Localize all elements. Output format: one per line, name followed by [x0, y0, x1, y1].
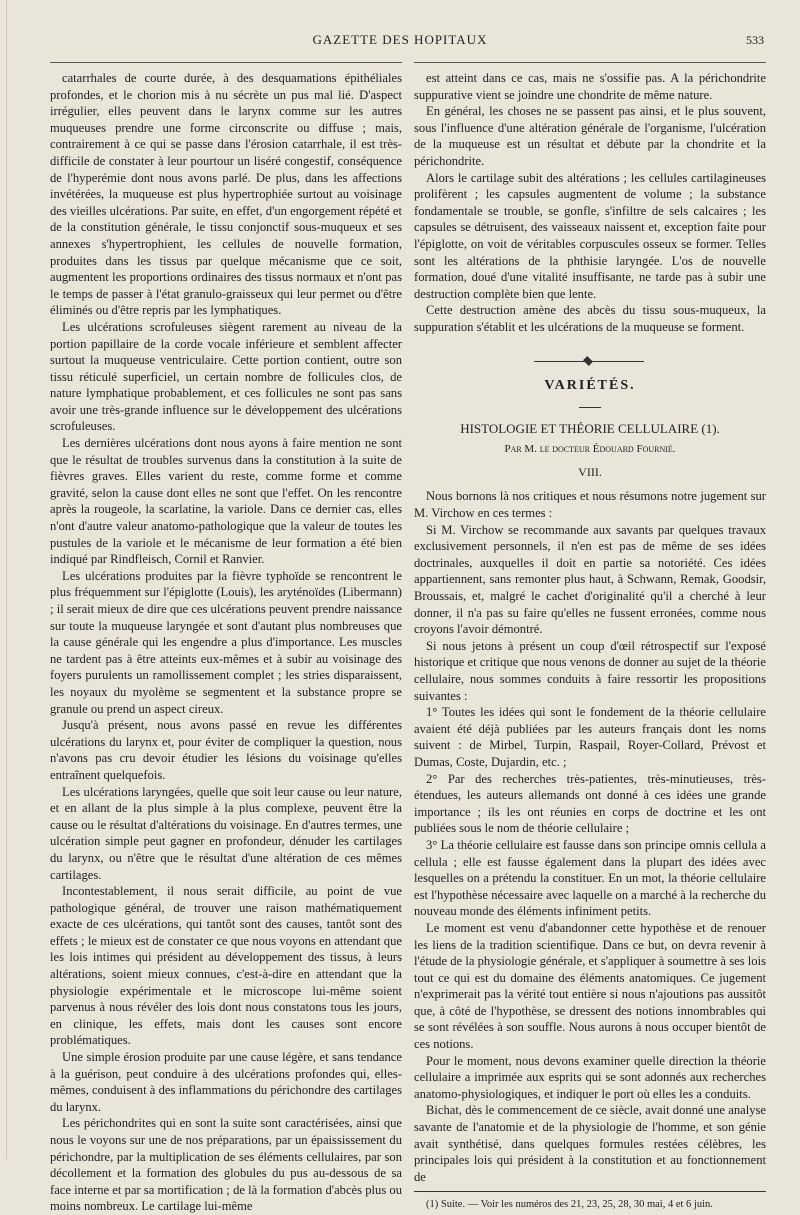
- right-header-rule: [414, 62, 766, 63]
- page-header: [0, 30, 800, 50]
- paragraph: Cette destruction amène des abcès du tissu sous-muqueux, la suppuration s'établit et les ulcérations de la muqueuse se forment.: [414, 303, 766, 334]
- paragraph: Les ulcérations laryngées, quelle que soit leur cause ou leur nature, et en allant de la plus simple à la plus complexe, peuvent être la cause ou le résultat d'altérations du voisinage. En d'autres termes, une ulcération simple peut gagner en profondeur, dénuder les cartilages du larynx, ou n'être que le résultat d'une altération de ces mêmes cartilages.: [50, 784, 402, 882]
- paragraph: Bichat, dès le commencement de ce siècle, avait donné une analyse savante de l'anatomie et de la physiologie de l'homme, et son génie avait synthétisé, dans quelques formules restées célèbres, les principales lois qui président à la constitution et au fonctionnement de: [414, 1103, 766, 1184]
- paragraph: Si nous jetons à présent un coup d'œil rétrospectif sur l'exposé historique et critique que nous venons de donner au sujet de la théorie cellulaire, nous sommes conduits à faire ressortir les propositions suivantes :: [414, 638, 766, 703]
- paragraph: Les ulcérations scrofuleuses siègent rarement au niveau de la portion papillaire de la corde vocale inférieure et semblent affecter surtout la muqueuse ventriculaire. Cette portion contient, outre son tissu réticulé superficiel, un certain nombre de follicules clos, de nature lymphatique probablement, et ces follicules ne sont pas sans avoir une très-grande influence sur le développement des ulcérations scrofuleuses.: [50, 319, 402, 434]
- paragraph: Jusqu'à présent, nous avons passé en revue les différentes ulcérations du larynx et, pour éviter de compliquer la question, nous n'avons pas cru devoir étudier les lésions du voisinage qu'elles entraînent quelquefois.: [50, 718, 402, 782]
- paragraph: catarrhales de courte durée, à des desquamations épithéliales profondes, et le chorion mis à nu sécrète un pus mal lié. D'aspect irrégulier, elles peuvent dans le larynx comme sur les autres muqueuses prendre une forme circonscrite ou diffuse ; mais, contrairement à ce qui se passe dans l'érosion catarrhale, il est très-difficile de constater à leur pourtour un liséré congestif, conséquence de l'hyperémie dont nous avons parlé. De plus, dans les affections invétérées, la muqueuse est plus hypertrophiée surtout au voisinage des vieilles ulcérations. Par suite, en effet, d'un engorgement répété et de la constitution générale, le tissu conjonctif sous-muqueux et ses annexes s'hypertrophient, les cellules de nouvelle formation, produites dans les tissus par quelque mécanisme que ce soit, augmentent les proportions ordinaires des tissus normaux et n'ont pas le temps de passer à l'état granulo-graisseux qui leur permet ou d'être éliminés ou d'être repris par les lymphatiques.: [50, 71, 402, 318]
- section-divider-ornament: [414, 358, 766, 366]
- footnote: (1) Suite. — Voir les numéros des 21, 23, 25, 28, 30 mai, 4 et 6 juin.: [426, 1199, 713, 1211]
- paragraph: Nous bornons là nos critiques et nous résumons notre jugement sur M. Virchow en ces termes :: [414, 489, 766, 521]
- diamond-ornament-icon: [583, 356, 593, 366]
- article-part-number: VIII.: [578, 464, 602, 479]
- paragraph: Les dernières ulcérations dont nous ayons à faire mention ne sont que le résultat de troubles survenus dans la constitution à la suite de fièvres graves. Elles varient du reste, comme forme et comme gravité, selon la cause dont elles ne sont que l'effet. On les rencontre après la rougeole, la scarlatine, la variole. Dans ce dernier cas, elles n'ont d'autre valeur anatomo-pathologique que la valeur de toutes les pustules de la variole et le mécanisme de leur formation a été bien indiqué par Rindfleisch, Cornil et Ranvier.: [50, 436, 402, 567]
- paragraph: En général, les choses ne se passent pas ainsi, et le plus souvent, sous l'influence d'une altération générale de l'organisme, l'ulcération de la muqueuse est un résultat et débute par la chondrite et la périchondrite.: [414, 104, 766, 168]
- paragraph: Les périchondrites qui en sont la suite sont caractérisées, ainsi que nous le voyons sur une de nos préparations, par un épaississement du périchondre, par la multiplication de ses éléments cellulaires, par son décollement et la formation des globules du pus au-dessous de sa face interne et par sa mortification ; de là la formation d'abcès plus ou moins nombreux. Le cartilage lui-même: [50, 1116, 402, 1214]
- paragraph: Les ulcérations produites par la fièvre typhoïde se rencontrent le plus fréquemment sur l'épiglotte (Louis), les aryténoïdes (Libermann) ; il serait mieux de dire que ces ulcérations peuvent prendre naissance sur toute la muqueuse laryngée et sont d'autant plus nombreuses que la cause générale qui les engendre a plus d'importance. Les muscles ne tardent pas à être atteints eux-mêmes et à subir au voisinage des foyers purulents un ramollissement complet ; les stries disparaissent, les noyaux du myolème se segmentent et la substance propre se granule ou prend un aspect cireux.: [50, 568, 402, 716]
- right-column: [414, 70, 766, 1212]
- page-margin-line: [6, 0, 7, 1159]
- paragraph: Pour le moment, nous devons examiner quelle direction la théorie cellulaire a imprimée aux esprits qui se sont adonnés aux recherches anatomo-physiologiques, et indiquer le port où elles les a conduits.: [414, 1053, 766, 1101]
- left-header-rule: [50, 62, 402, 63]
- paragraph: Si M. Virchow se recommande aux savants par quelques travaux exclusivement personnels, il n'en est pas de même de ses idées doctrinales, auxquelles il doit en partie sa notoriété. Ces idées appartiennent, sans remonter plus haut, à Schwann, Remak, Goodsir, Broussais, et, malgré le cachet d'originalité qu'il a cherché à leur donner, il n'a pas su faire qu'elles ne fussent erronées, comme nous croyons l'avoir démontré.: [414, 522, 766, 637]
- paragraph: 2° Par des recherches très-patientes, très-minutieuses, très-étendues, les auteurs allemands ont donné à ces idées une grande importance ; ils les ont réunies en corps de doctrine et les ont publiées sous le nom de théorie cellulaire ;: [414, 771, 766, 836]
- journal-title: GAZETTE DES HOPITAUX: [312, 32, 488, 47]
- paragraph: Une simple érosion produite par une cause légère, et sans tendance à la guérison, peut conduire à des ulcérations profondes qui, elles-mêmes, conduisent à des inflammations du périchondre des cartilages du larynx.: [50, 1050, 402, 1114]
- paragraph: Le moment est venu d'abandonner cette hypothèse et de renouer les liens de la tradition scientifique. Dans ce but, on devra revenir à l'étude de la physiologie générale, et s'appliquer à soumettre à ses lois tout ce qui est du domaine des éléments anatomiques. Ce jugement n'exprimerait pas la vérité tout entière si nous n'ajoutions pas aussitôt que, à côté de l'hypothèse, se dressent des notions innombrables qui se sont révélées à son souffle. Nous aurons à nous occuper bientôt de ces notions.: [414, 920, 766, 1052]
- page-number: 533: [746, 33, 764, 47]
- paragraph: Alors le cartilage subit des altérations ; les cellules cartilagineuses prolifèrent ; les capsules augmentent de volume ; la substance fondamentale se trouble, se gonfle, s'infiltre de sels calcaires ; les capsules se détruisent, des vaisseaux naissent et, exception faite pour l'épiglotte, on voit de véritables corpuscules osseux se former. Telles sont les altérations de la phthisie laryngée. L'os de nouvelle formation, doué d'une vitalité insuffisante, ne tarde pas à subir une destruction complète bien que lente.: [414, 170, 766, 301]
- section-title: VARIÉTÉS.: [544, 377, 636, 393]
- article-author: Par M. le docteur Édouard Fournié.: [504, 443, 676, 456]
- article-title: HISTOLOGIE ET THÉORIE CELLULAIRE (1).: [460, 420, 720, 436]
- paragraph: 1° Toutes les idées qui sont le fondement de la théorie cellulaire avaient été déjà publiées par les auteurs français dont les noms suivent : de Mirbel, Turpin, Raspail, Royer-Collard, Prévost et Dumas, Coste, Dujardin, etc. ;: [414, 705, 766, 769]
- left-column: [50, 70, 402, 1215]
- paragraph: Incontestablement, il nous serait difficile, au point de vue pathologique général, de trouver une raison mathématiquement exacte de ces ulcérations, qui tantôt sont des causes, tantôt sont des effets ; le mieux est de constater ce que nous voyons en attendant que les lois intimes qui président au développement des tissus, à leurs altérations, soient mieux connues, c'est-à-dire en attendant que la physiologie expérimentale et le microscope lui-même soient parvenus à nous révéler des lois dont nous constatons tous les jours, en clinique, les effets, mais dont les causes sont encore problématiques.: [50, 884, 402, 1048]
- short-dash-divider: [414, 398, 766, 415]
- paragraph: 3° La théorie cellulaire est fausse dans son principe omnis cellula a cellula ; elle est fausse également dans la plupart des idées avec lesquelles on a prétendu la constituer. En un mot, la théorie cellulaire est l'hypothèse nécessaire avec laquelle on a marché à la recherche du nouveau monde des éléments infiniment petits.: [414, 837, 766, 919]
- paragraph: est atteint dans ce cas, mais ne s'ossifie pas. A la périchondrite suppurative vient se joindre une chondrite de même nature.: [414, 71, 766, 102]
- footnote-rule: [414, 1191, 766, 1192]
